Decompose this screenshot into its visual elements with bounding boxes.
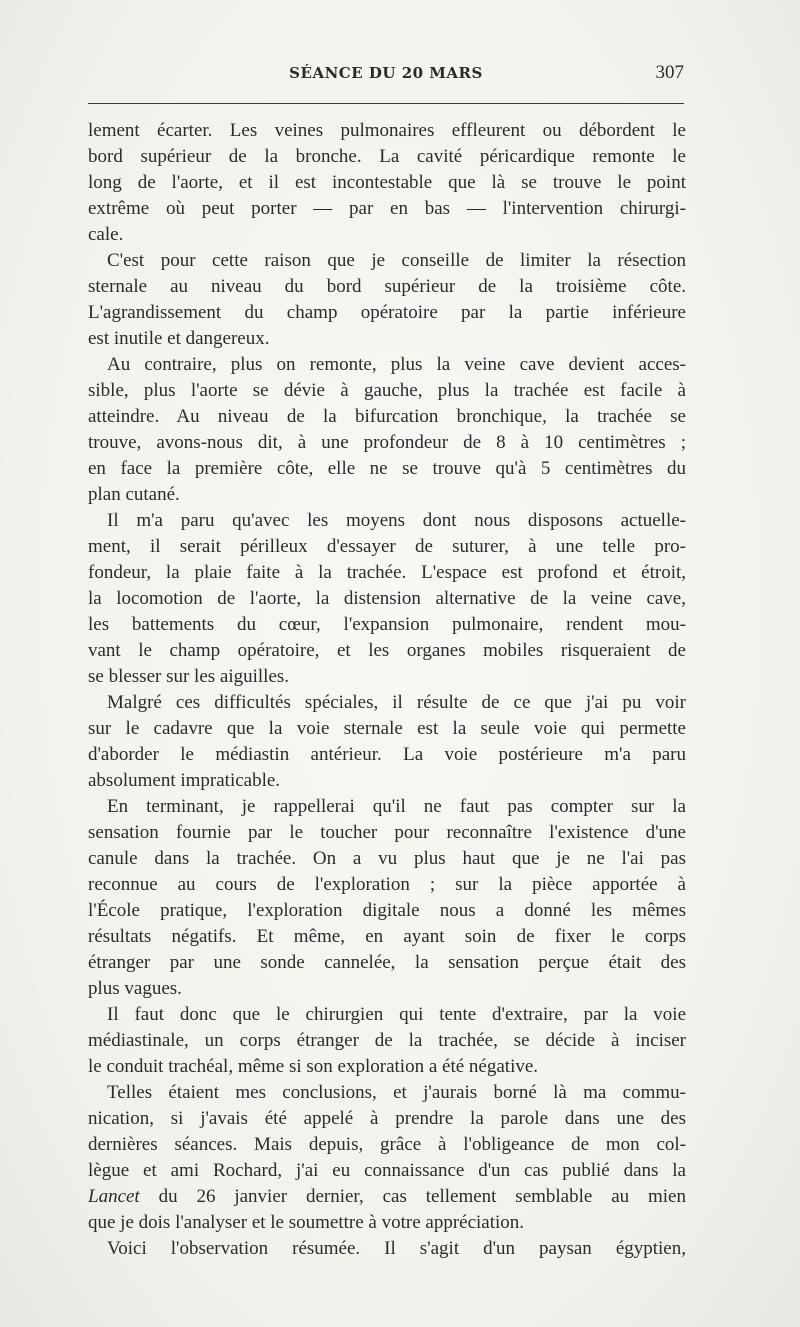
text-line: fondeur, la plaie faite à la trachée. L'espace est profond et étroit, [88,562,686,583]
text-line: reconnue au cours de l'exploration ; sur la pièce apportée à [88,874,686,895]
text-line: en face la première côte, elle ne se trouve qu'à 5 centimètres du [88,458,686,479]
text-line: la locomotion de l'aorte, la distension alternative de la veine cave, [88,588,686,609]
text-line: sible, plus l'aorte se dévie à gauche, plus la trachée est facile à [88,380,686,401]
text-line: extrême où peut porter — par en bas — l'intervention chirurgi- [88,198,686,219]
paragraph-9 [88,1236,686,1262]
paragraph-6 [88,794,686,1002]
header-rule [88,103,684,104]
paragraph-1 [88,118,686,248]
text-line: ment, il serait périlleux d'essayer de suturer, à une telle pro- [88,536,686,557]
paragraph-2 [88,248,686,352]
text-line [88,1184,686,1210]
text-line: Il m'a paru qu'avec les moyens dont nous disposons actuelle- [107,510,686,531]
text-fragment: du 26 janvier dernier, cas tellement semblable au mien [139,1186,686,1207]
text-line: sur le cadavre que la voie sternale est la seule voie qui permette [88,718,686,739]
text-line: vant le champ opératoire, et les organes mobiles risqueraient de [88,640,686,661]
text-line: plus vagues. [88,978,182,999]
text-line: L'agrandissement du champ opératoire par la partie inférieure [88,302,686,323]
text-line: d'aborder le médiastin antérieur. La voie postérieure m'a paru [88,744,686,765]
text-line: C'est pour cette raison que je conseille de limiter la résection [107,250,686,271]
text-line: sternale au niveau du bord supérieur de la troisième côte. [88,276,686,297]
text-line: Il faut donc que le chirurgien qui tente d'extraire, par la voie [107,1004,686,1025]
text-line: dernières séances. Mais depuis, grâce à l'obligeance de mon col- [88,1134,686,1155]
text-line: résultats négatifs. Et même, en ayant soin de fixer le corps [88,926,686,947]
running-head [88,62,684,92]
text-line: lement écarter. Les veines pulmonaires effleurent ou débordent le [88,120,686,141]
text-line: sensation fournie par le toucher pour reconnaître l'existence d'une [88,822,686,843]
text-line: lègue et ami Rochard, j'ai eu connaissance d'un cas publié dans la [88,1160,686,1181]
text-line: bord supérieur de la bronche. La cavité péricardique remonte le [88,146,686,167]
text-line: plan cutané. [88,484,180,505]
text-line: Telles étaient mes conclusions, et j'aurais borné là ma commu- [107,1082,686,1103]
text-line: est inutile et dangereux. [88,328,270,349]
text-line: trouve, avons-nous dit, à une profondeur de 8 à 10 centimètres ; [88,432,686,453]
running-title: SÉANCE DU 20 MARS [289,64,483,82]
text-line: Malgré ces difficultés spéciales, il résulte de ce que j'ai pu voir [107,692,686,713]
text-line: long de l'aorte, et il est incontestable que là se trouve le point [88,172,686,193]
text-line: atteindre. Au niveau de la bifurcation bronchique, la trachée se [88,406,686,427]
text-line: nication, si j'avais été appelé à prendre la parole dans une des [88,1108,686,1129]
journal-title: Lancet [88,1186,140,1207]
paragraph-8 [88,1080,686,1236]
text-line: le conduit trachéal, même si son exploration a été négative. [88,1056,539,1077]
text-line: absolument impraticable. [88,770,281,791]
text-line: Voici l'observation résumée. Il s'agit d'un paysan égyptien, [107,1238,686,1259]
paragraph-3 [88,352,686,508]
body-text [88,118,686,1262]
paragraph-7 [88,1002,686,1080]
text-line: médiastinale, un corps étranger de la trachée, se décide à inciser [88,1030,686,1051]
text-line: que je dois l'analyser et le soumettre à votre appréciation. [88,1212,525,1233]
text-line: canule dans la trachée. On a vu plus haut que je ne l'ai pas [88,848,686,869]
text-line: En terminant, je rappellerai qu'il ne faut pas compter sur la [107,796,686,817]
paragraph-5 [88,690,686,794]
text-line: Au contraire, plus on remonte, plus la veine cave devient acces- [107,354,686,375]
text-line: l'École pratique, l'exploration digitale nous a donné les mêmes [88,900,686,921]
text-line: cale. [88,224,124,245]
text-line: les battements du cœur, l'expansion pulmonaire, rendent mou- [88,614,686,635]
paragraph-4 [88,508,686,690]
text-line: étranger par une sonde cannelée, la sensation perçue était des [88,952,686,973]
text-line: se blesser sur les aiguilles. [88,666,290,687]
page-number: 307 [655,62,684,83]
